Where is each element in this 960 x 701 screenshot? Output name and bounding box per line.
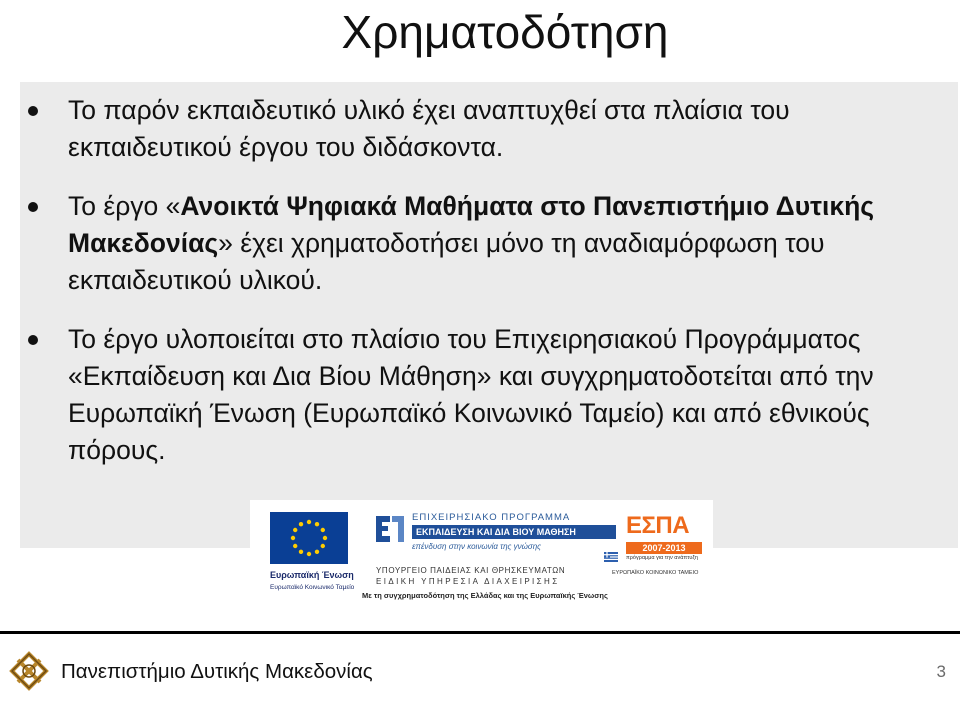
ministry-name: ΥΠΟΥΡΓΕΙΟ ΠΑΙΔΕΙΑΣ ΚΑΙ ΘΡΗΣΚΕΥΜΑΤΩΝ	[376, 566, 566, 575]
cofunding-note: Με τη συγχρηματοδότηση της Ελλάδας και της Ευρωπαϊκής Ένωσης	[362, 591, 608, 600]
program-emblem-icon	[372, 512, 408, 544]
bullet-item	[20, 92, 940, 166]
eu-stars-icon	[270, 512, 348, 564]
bullet-text-bold: Ανοικτά Ψηφιακά Μαθήματα στο Πανεπιστήμιο Δυτικής Μακεδονίας	[68, 191, 875, 258]
espa-subtitle: πρόγραμμα για την ανάπτυξη	[626, 555, 698, 561]
service-name: ΕΙΔΙΚΗ ΥΠΗΡΕΣΙΑ ΔΙΑΧΕΙΡΙΣΗΣ	[376, 577, 560, 586]
bullet-dot-icon	[28, 106, 38, 116]
operational-program-logo	[372, 506, 594, 586]
program-name: ΕΚΠΑΙΔΕΥΣΗ ΚΑΙ ΔΙΑ ΒΙΟΥ ΜΑΘΗΣΗ	[412, 525, 616, 539]
program-tagline: επένδυση στην κοινωνία της γνώσης	[412, 542, 542, 551]
espa-fund: ΕΥΡΩΠΑΪΚΟ ΚΟΙΝΩΝΙΚΟ ΤΑΜΕΙΟ	[612, 570, 699, 576]
bullet-dot-icon	[28, 202, 38, 212]
bullet-text-post: » έχει χρηματοδοτήσει μόνο τη αναδιαμόρφωση του εκπαιδευτικού υλικού.	[68, 228, 825, 295]
funding-logos-banner	[250, 500, 713, 603]
slide-title: Χρηματοδότηση	[341, 6, 669, 58]
footer-university: Πανεπιστήμιο Δυτικής Μακεδονίας	[61, 660, 373, 683]
espa-wordmark: ΕΣΠΑ	[626, 512, 690, 539]
eu-caption	[270, 570, 370, 593]
eu-flag-icon	[270, 512, 348, 564]
bullet-text: Το παρόν εκπαιδευτικό υλικό έχει αναπτυχθεί στα πλαίσια του εκπαιδευτικού έργου του διδάσκοντα.	[68, 95, 790, 162]
eu-name: Ευρωπαϊκή Ένωση	[270, 570, 354, 580]
page-number: 3	[936, 662, 946, 681]
eu-fund: Ευρωπαϊκό Κοινωνικό Ταμείο	[270, 584, 355, 591]
bullet-item	[20, 188, 940, 299]
espa-logo	[602, 512, 706, 582]
greek-flag-icon	[604, 552, 618, 562]
espa-years: 2007-2013	[626, 542, 702, 554]
bullet-dot-icon	[28, 335, 38, 345]
bullet-item	[20, 321, 940, 469]
bullet-list	[20, 92, 940, 491]
program-title: ΕΠΙΧΕΙΡΗΣΙΑΚΟ ΠΡΟΓΡΑΜΜΑ	[412, 512, 571, 523]
bullet-text: Το έργο υλοποιείται στο πλαίσιο του Επιχειρησιακού Προγράμματος «Εκπαίδευση και Δια Βίου Μάθηση» και συγχρηματοδοτείται από την Ευρωπαϊκή Ένωση (Ευρωπαϊκό Κοινωνικό Ταμείο) και από εθνικούς πόρους.	[68, 324, 874, 465]
footer-divider	[0, 631, 960, 634]
bullet-text-pre: Το έργο «	[68, 191, 181, 221]
university-logo-icon	[4, 646, 54, 696]
